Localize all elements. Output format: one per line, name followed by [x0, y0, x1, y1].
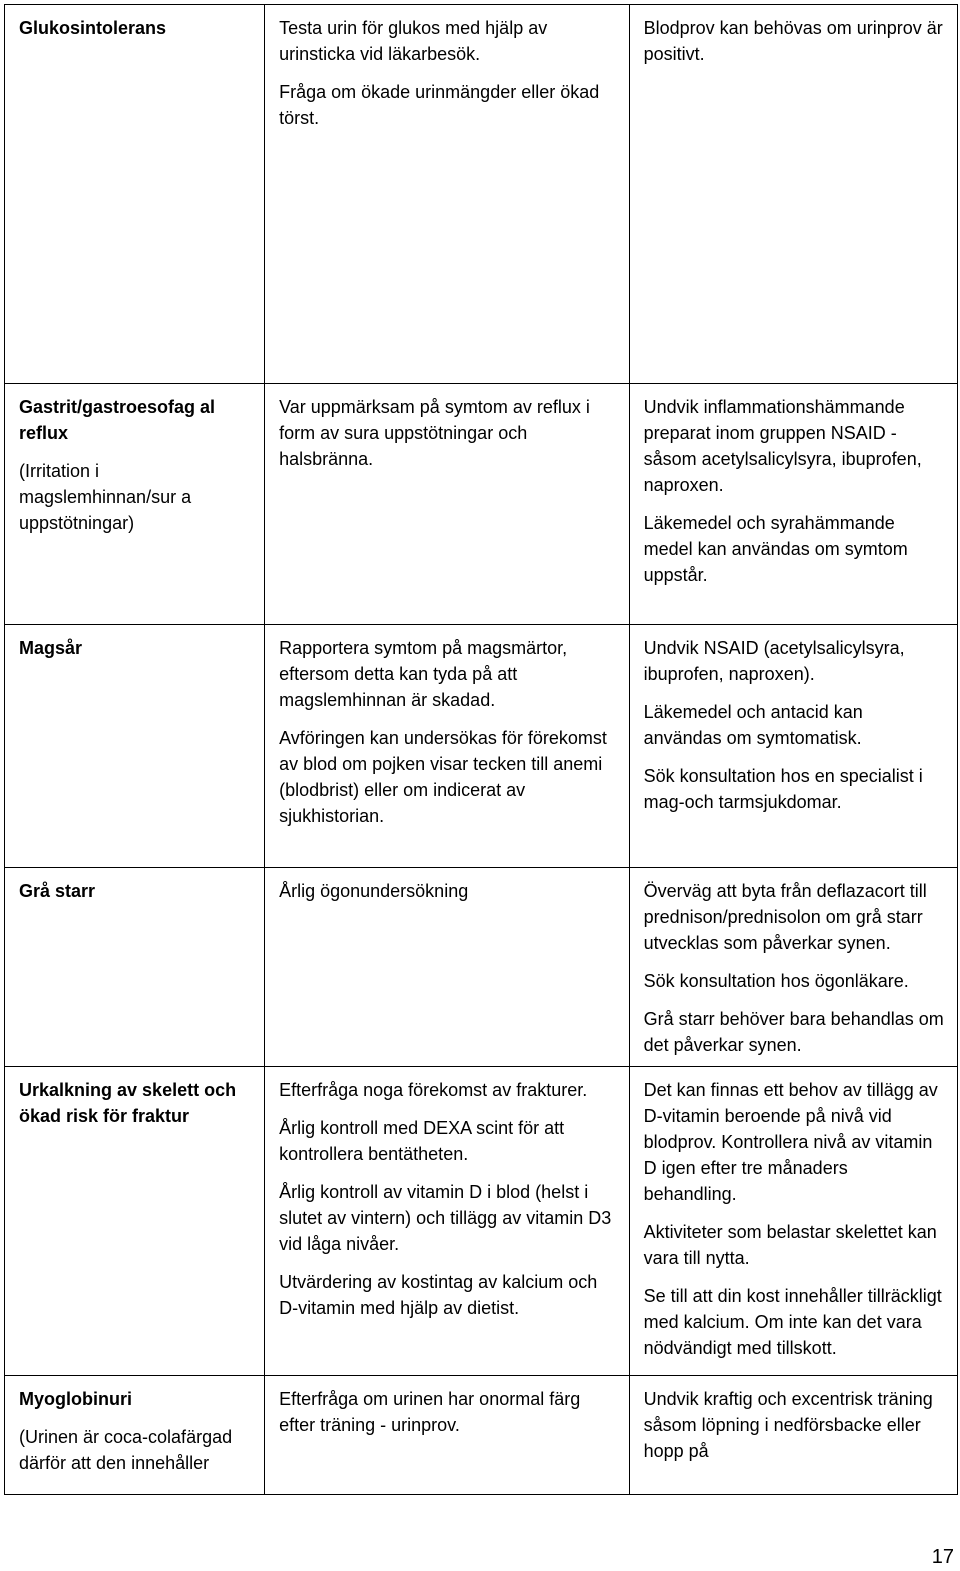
advice-text: Undvik kraftig och excentrisk träning såsom löpning i nedförsbacke eller hopp på — [643, 1389, 933, 1461]
condition-title: Glukosintolerans — [19, 18, 167, 38]
advice-cell — [629, 5, 957, 384]
condition-title: Gastrit/gastroesofag al reflux — [19, 397, 216, 443]
advice-text: Det kan finnas ett behov av tillägg av D-vitamin beroende på nivå vid blodprov. Kontrollera nivå av vitamin D igen efter tre månaders behandling. — [643, 1080, 938, 1204]
condition-title: Magsår — [19, 638, 83, 658]
advice-text: Sök konsultation hos en specialist i mag-och tarmsjukdomar. — [643, 766, 923, 812]
monitoring-text: Årlig ögonundersökning — [279, 881, 469, 901]
monitoring-cell — [265, 5, 630, 384]
monitoring-cell — [265, 1376, 630, 1495]
condition-cell — [5, 1067, 265, 1376]
monitoring-cell — [265, 625, 630, 868]
advice-cell — [629, 1376, 957, 1495]
monitoring-text: Avföringen kan undersökas för förekomst av blod om pojken visar tecken till anemi (blodbrist) eller om indicerat av sjukhistorian. — [279, 728, 607, 826]
advice-text: Grå starr behöver bara behandlas om det påverkar synen. — [643, 1009, 944, 1055]
condition-cell — [5, 5, 265, 384]
condition-cell — [5, 868, 265, 1067]
advice-text: Läkemedel och antacid kan användas om symtomatisk. — [643, 702, 863, 748]
table-row — [5, 868, 958, 1067]
advice-cell — [629, 1067, 957, 1376]
advice-text: Blodprov kan behövas om urinprov är positivt. — [643, 18, 943, 64]
care-table — [4, 4, 958, 1495]
condition-title: Urkalkning av skelett och ökad risk för fraktur — [19, 1080, 237, 1126]
monitoring-text: Rapportera symtom på magsmärtor, eftersom detta kan tyda på att magslemhinnan är skadad. — [279, 638, 568, 710]
condition-title: Grå starr — [19, 881, 96, 901]
condition-note: (Irritation i magslemhinnan/sur a uppstötningar) — [19, 461, 192, 533]
condition-note: (Urinen är coca-colafärgad därför att den innehåller — [19, 1427, 233, 1473]
table-row — [5, 5, 958, 384]
condition-title: Myoglobinuri — [19, 1389, 132, 1409]
monitoring-text: Efterfråga om urinen har onormal färg efter träning - urinprov. — [279, 1389, 581, 1435]
monitoring-text: Utvärdering av kostintag av kalcium och D-vitamin med hjälp av dietist. — [279, 1272, 598, 1318]
advice-cell — [629, 384, 957, 625]
table-row — [5, 1067, 958, 1376]
page-number: 17 — [931, 1546, 954, 1568]
monitoring-cell — [265, 384, 630, 625]
monitoring-text: Efterfråga noga förekomst av frakturer. — [279, 1080, 588, 1100]
advice-text: Undvik NSAID (acetylsalicylsyra, ibuprofen, naproxen). — [643, 638, 905, 684]
monitoring-cell — [265, 1067, 630, 1376]
table-row — [5, 1376, 958, 1495]
advice-text: Aktiviteter som belastar skelettet kan vara till nytta. — [643, 1222, 937, 1268]
monitoring-text: Var uppmärksam på symtom av reflux i form av sura uppstötningar och halsbränna. — [279, 397, 590, 469]
monitoring-text: Årlig kontroll med DEXA scint för att kontrollera bentätheten. — [279, 1118, 565, 1164]
advice-text: Undvik inflammationshämmande preparat inom gruppen NSAID - såsom acetylsalicylsyra, ibuprofen, naproxen. — [643, 397, 922, 495]
advice-text: Se till att din kost innehåller tillräckligt med kalcium. Om inte kan det vara nödvändigt med tillskott. — [643, 1286, 942, 1358]
advice-cell — [629, 868, 957, 1067]
monitoring-text: Årlig kontroll av vitamin D i blod (helst i slutet av vintern) och tillägg av vitamin D3 vid låga nivåer. — [279, 1182, 612, 1254]
monitoring-text: Testa urin för glukos med hjälp av urinsticka vid läkarbesök. — [279, 18, 548, 64]
table-row — [5, 625, 958, 868]
table-row — [5, 384, 958, 625]
condition-cell — [5, 384, 265, 625]
advice-text: Överväg att byta från deflazacort till prednison/prednisolon om grå starr utvecklas som påverkar synen. — [643, 881, 927, 953]
condition-cell — [5, 625, 265, 868]
monitoring-cell — [265, 868, 630, 1067]
advice-text: Läkemedel och syrahämmande medel kan användas om symtom uppstår. — [643, 513, 908, 585]
monitoring-text: Fråga om ökade urinmängder eller ökad törst. — [279, 82, 600, 128]
advice-text: Sök konsultation hos ögonläkare. — [643, 971, 909, 991]
advice-cell — [629, 625, 957, 868]
condition-cell — [5, 1376, 265, 1495]
